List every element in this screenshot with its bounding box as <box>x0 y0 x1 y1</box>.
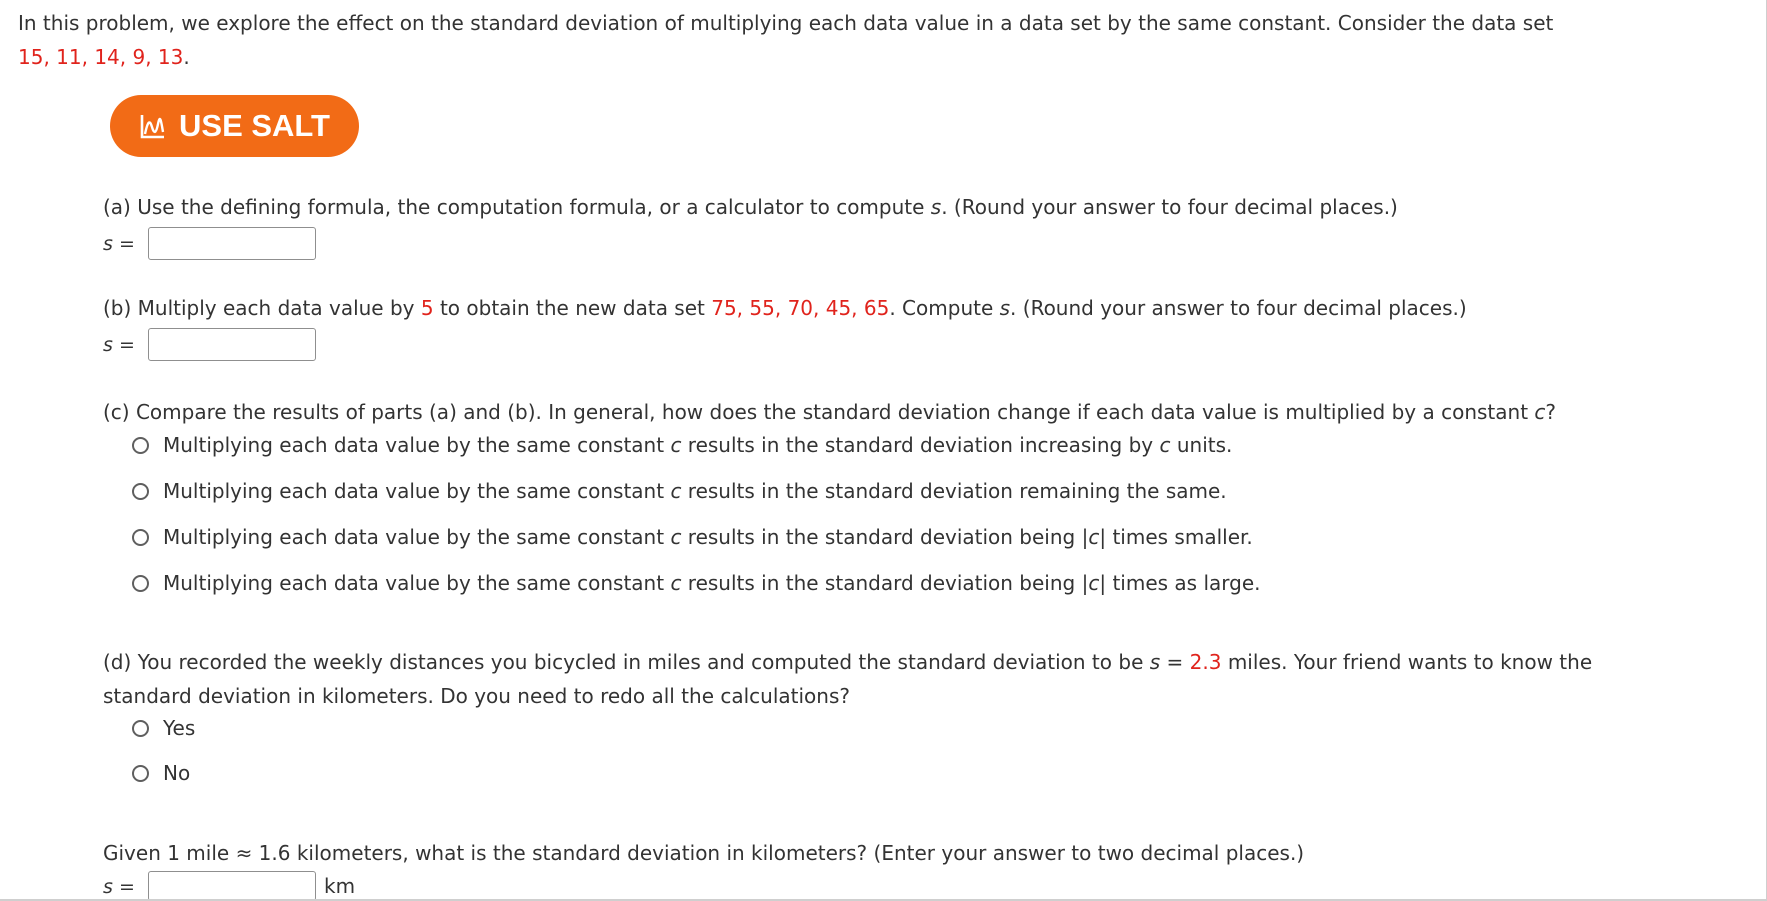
part-c-var: c <box>1534 400 1546 424</box>
intro-dataset-line <box>18 45 190 69</box>
part-a-label-var: s <box>103 233 113 255</box>
option-text: results in the standard deviation remaining the same. <box>687 479 1227 503</box>
part-d-suffix: miles. Your friend wants to know the <box>1227 650 1593 674</box>
final-label-eq: = <box>112 876 135 898</box>
option-text: times smaller. <box>1112 525 1253 549</box>
use-salt-button[interactable] <box>110 95 359 157</box>
option-text: Multiplying each data value by the same constant <box>163 479 665 503</box>
part-d-line2-text: standard deviation in kilometers. Do you need to redo all the calculations? <box>103 684 850 708</box>
part-d-eq: = <box>1160 650 1190 674</box>
option-var: c <box>1159 433 1171 457</box>
part-c-option-4[interactable] <box>132 571 1261 595</box>
final-question <box>103 841 1304 865</box>
part-a-var: s <box>930 195 942 219</box>
radio-button[interactable] <box>132 765 149 782</box>
final-label <box>103 876 135 899</box>
radio-button[interactable] <box>132 437 149 454</box>
part-c-option-3[interactable] <box>132 525 1253 549</box>
part-b-answer-input[interactable] <box>148 328 316 361</box>
part-c-option-1[interactable] <box>132 433 1232 457</box>
part-d-line-1 <box>103 650 1592 674</box>
option-abs: |c| <box>1081 525 1107 549</box>
part-a-answer-input[interactable] <box>148 227 316 260</box>
option-text: units. <box>1176 433 1233 457</box>
final-answer-input[interactable] <box>148 871 316 901</box>
part-b-mid: to obtain the new data set <box>439 296 705 320</box>
part-d-line-2 <box>103 684 850 708</box>
part-c-option-4-label <box>163 571 1261 595</box>
part-c-option-2-label <box>163 479 1227 503</box>
option-yes-label: Yes <box>163 716 196 740</box>
salt-graph-icon <box>139 112 167 140</box>
option-no-label: No <box>163 761 191 785</box>
part-d-option-yes[interactable] <box>132 716 195 740</box>
radio-button[interactable] <box>132 575 149 592</box>
part-a-label-eq: = <box>112 233 135 255</box>
option-text: results in the standard deviation being <box>687 571 1076 595</box>
part-d-value: 2.3 <box>1189 650 1222 674</box>
part-b-question <box>103 296 1467 320</box>
option-abs: |c| <box>1081 571 1107 595</box>
part-a-label <box>103 233 135 256</box>
part-b-dataset: 75, 55, 70, 45, 65 <box>711 296 890 320</box>
km-unit-label <box>324 874 355 898</box>
intro-sentence: In this problem, we explore the effect on the standard deviation of multiplying each data value in a data set by the same constant. Consider the data set <box>18 11 1554 35</box>
option-text: results in the standard deviation increasing by <box>687 433 1154 457</box>
option-text: times as large. <box>1112 571 1261 595</box>
part-a-suffix: . (Round your answer to four decimal places.) <box>941 195 1398 219</box>
option-var: c <box>670 525 682 549</box>
part-a-text: (a) Use the defining formula, the computation formula, or a calculator to compute <box>103 195 925 219</box>
unit-text: km <box>324 874 356 898</box>
part-b-prefix: (b) Multiply each data value by <box>103 296 415 320</box>
option-text: Multiplying each data value by the same constant <box>163 433 665 457</box>
part-d-var: s <box>1149 650 1161 674</box>
part-b-label-eq: = <box>112 334 135 356</box>
part-b-multiplier: 5 <box>420 296 434 320</box>
part-b-suffix: . (Round your answer to four decimal places.) <box>1010 296 1467 320</box>
part-a-question <box>103 195 1398 219</box>
radio-button[interactable] <box>132 483 149 500</box>
final-question-text: Given 1 mile ≈ 1.6 kilometers, what is the standard deviation in kilometers? (Enter your answer to two decimal places.) <box>103 841 1305 865</box>
part-c-question <box>103 400 1556 424</box>
intro-dataset: 15, 11, 14, 9, 13 <box>18 45 184 69</box>
final-label-var: s <box>103 876 113 898</box>
part-c-option-3-label <box>163 525 1253 549</box>
part-d-prefix: (d) You recorded the weekly distances you bicycled in miles and computed the standard deviation to be <box>103 650 1144 674</box>
option-var: c <box>670 433 682 457</box>
intro-period: . <box>183 45 190 69</box>
part-b-var: s <box>999 296 1011 320</box>
use-salt-label: USE SALT <box>179 108 330 143</box>
part-b-label <box>103 334 135 357</box>
part-c-text: (c) Compare the results of parts (a) and (b). In general, how does the standard deviation change if each data value is multiplied by a constant <box>103 400 1529 424</box>
radio-button[interactable] <box>132 529 149 546</box>
radio-button[interactable] <box>132 720 149 737</box>
part-b-compute: . Compute <box>889 296 994 320</box>
part-c-option-2[interactable] <box>132 479 1227 503</box>
option-text: results in the standard deviation being <box>687 525 1076 549</box>
intro-text <box>18 11 1553 35</box>
option-text: Multiplying each data value by the same constant <box>163 571 665 595</box>
part-b-label-var: s <box>103 334 113 356</box>
option-var: c <box>670 479 682 503</box>
part-c-option-1-label <box>163 433 1232 457</box>
part-d-option-no[interactable] <box>132 761 190 785</box>
option-text: Multiplying each data value by the same constant <box>163 525 665 549</box>
option-var: c <box>670 571 682 595</box>
part-c-qmark: ? <box>1545 400 1557 424</box>
